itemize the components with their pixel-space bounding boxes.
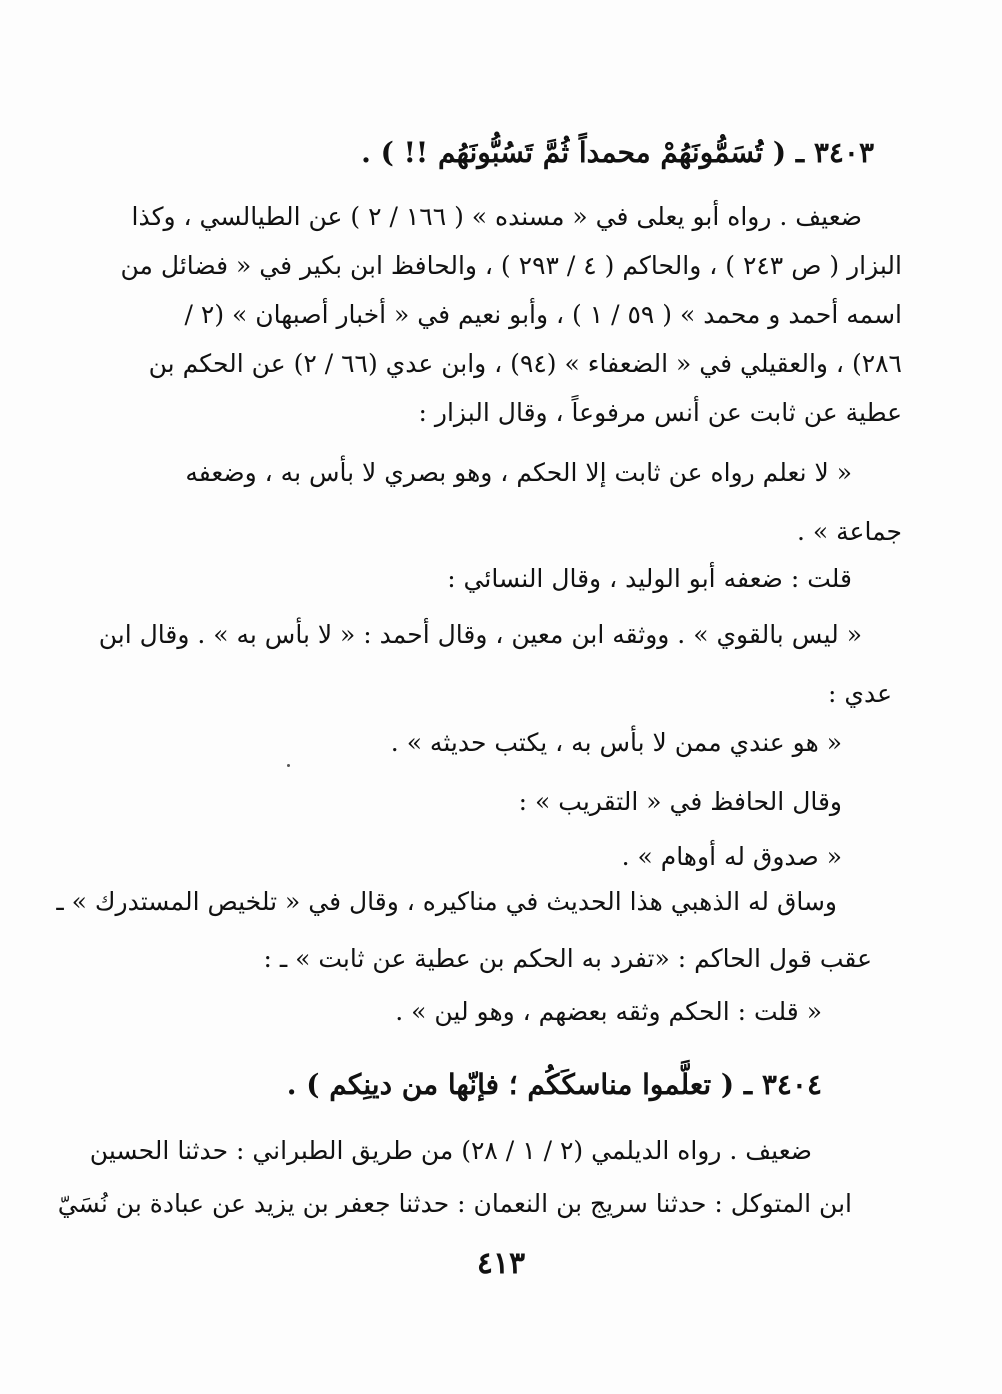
text-line: عدي : (828, 679, 892, 708)
page-number: ٤١٣ (476, 1246, 526, 1281)
text-line: عطية عن ثابت عن أنس مرفوعاً ، وقال البزار : (418, 398, 902, 427)
text-line: ضعيف . رواه أبو يعلى في « مسنده » ( ١٦٦ / ٢ ) عن الطيالسي ، وكذا (131, 202, 862, 231)
text-line: وساق له الذهبي هذا الحديث في مناكيره ، وقال في « تلخيص المستدرك » ـ (56, 887, 837, 916)
text-line: وقال الحافظ في « التقريب » : (518, 787, 842, 816)
quote-line: « لا نعلم رواه عن ثابت إلا الحكم ، وهو بصري لا بأس به ، وضعفه (185, 458, 852, 487)
text-line: ابن المتوكل : حدثنا سريج بن النعمان : حدثنا جعفر بن يزيد عن عبادة بن نُسَيّ (57, 1189, 852, 1218)
quote-line: « ليس بالقوي » . ووثقه ابن معين ، وقال أحمد : « لا بأس به » . وقال ابن (98, 620, 862, 649)
quote-line: « قلت : الحكم وثقه بعضهم ، وهو لين » . (395, 997, 822, 1026)
quote-line: « صدوق له أوهام » . (621, 842, 842, 871)
hadith-3403-heading: ٣٤٠٣ ـ ( تُسَمُّونَهُمْ محمداً ثُمَّ تَسُبُّونَهُم !! ) . (361, 136, 874, 169)
text-line: اسمه أحمد و محمد » ( ٥٩ / ١ ) ، وأبو نعيم في « أخبار أصبهان » (٢ / (184, 300, 902, 329)
speck (287, 764, 290, 767)
text-line: ضعيف . رواه الديلمي (٢ / ١ / ٢٨) من طريق الطبراني : حدثنا الحسين (89, 1136, 812, 1165)
text-line: عقب قول الحاكم : «تفرد به الحكم بن عطية عن ثابت » ـ : (263, 944, 872, 973)
text-line: ٢٨٦) ، والعقيلي في « الضعفاء » (٩٤) ، وابن عدي (٦٦ / ٢) عن الحكم بن (148, 349, 902, 378)
quote-line: جماعة » . (797, 517, 902, 546)
text-line: البزار ( ص ٢٤٣ ) ، والحاكم ( ٤ / ٢٩٣ ) ، والحافظ ابن بكير في « فضائل من (120, 251, 902, 280)
text-line: قلت : ضعفه أبو الوليد ، وقال النسائي : (447, 564, 852, 593)
hadith-3404-heading: ٣٤٠٤ ـ ( تعلَّموا مناسكَكُم ؛ فإنّها من دينِكم ) . (286, 1068, 822, 1101)
quote-line: « هو عندي ممن لا بأس به ، يكتب حديثه » . (390, 728, 842, 757)
